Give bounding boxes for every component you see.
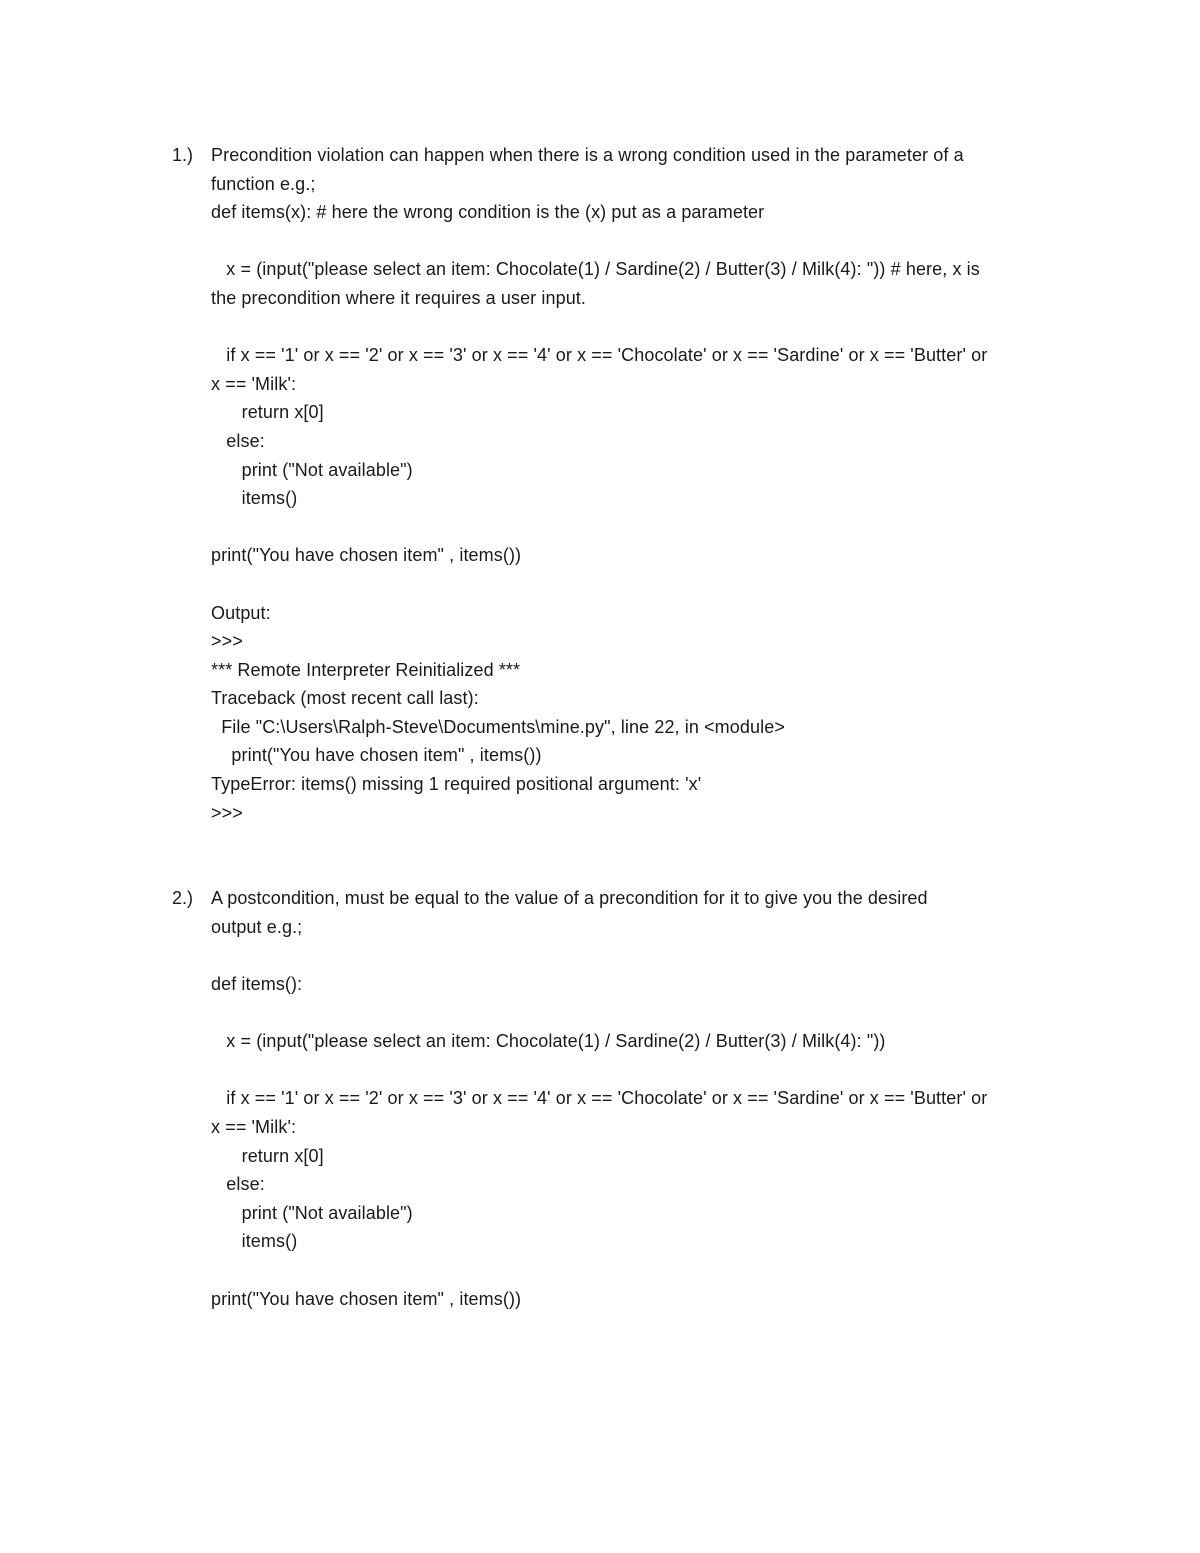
list-marker: 2.) <box>172 888 194 909</box>
text-line: Precondition violation can happen when there is a wrong condition used in the parameter of a <box>211 145 964 165</box>
text-line: function e.g.; <box>211 173 316 194</box>
output-line: >>> <box>211 631 243 652</box>
code-line: return x[0] <box>211 402 324 423</box>
code-line: def items(x): # here the wrong condition is the (x) put as a parameter <box>211 202 765 223</box>
output-line: Traceback (most recent call last): <box>211 688 479 709</box>
blank-line <box>211 227 1061 256</box>
output-line: TypeError: items() missing 1 required positional argument: 'x' <box>211 774 702 795</box>
output-line: >>> <box>211 802 243 823</box>
output-line: File "C:\Users\Ralph-Steve\Documents\mine.py", line 22, in <module> <box>211 716 785 737</box>
output-line: *** Remote Interpreter Reinitialized *** <box>211 659 521 680</box>
output-label: Output: <box>211 602 271 623</box>
code-line: else: <box>211 1174 265 1195</box>
blank-line <box>211 1056 1061 1085</box>
code-line: if x == '1' or x == '2' or x == '3' or x == '4' or x == 'Chocolate' or x == 'Sardine' or x == 'Butter' or <box>211 345 988 366</box>
list-item-body <box>211 884 1061 1313</box>
blank-line <box>211 1256 1061 1285</box>
code-line: x = (input("please select an item: Chocolate(1) / Sardine(2) / Butter(3) / Milk(4): ")) # here, x is <box>211 259 980 280</box>
text-line: output e.g.; <box>211 916 303 937</box>
code-line: print("You have chosen item" , items()) <box>211 545 522 566</box>
code-line: print ("Not available") <box>211 1202 413 1223</box>
blank-line <box>211 513 1061 542</box>
blank-line <box>211 941 1061 970</box>
code-line: x == 'Milk': <box>211 1117 297 1137</box>
code-line: if x == '1' or x == '2' or x == '3' or x == '4' or x == 'Chocolate' or x == 'Sardine' or x == 'Butter' or <box>211 1088 988 1109</box>
code-line: else: <box>211 430 265 451</box>
code-line: x == 'Milk': <box>211 373 297 394</box>
list-item-body <box>211 141 1061 827</box>
text-line: A postcondition, must be equal to the value of a precondition for it to give you the desired <box>211 888 928 909</box>
output-line: print("You have chosen item" , items()) <box>211 745 542 766</box>
code-line: x = (input("please select an item: Chocolate(1) / Sardine(2) / Butter(3) / Milk(4): ")) <box>211 1031 886 1052</box>
blank-line <box>211 570 1061 599</box>
code-line: items() <box>211 1231 298 1252</box>
code-line: the precondition where it requires a user input. <box>211 287 587 308</box>
list-item-2 <box>0 884 1200 1313</box>
code-line: return x[0] <box>211 1145 324 1166</box>
numbered-list <box>0 141 1200 1313</box>
code-line: def items(): <box>211 974 303 995</box>
code-line: print("You have chosen item" , items()) <box>211 1288 522 1309</box>
list-marker: 1.) <box>172 145 194 165</box>
code-line: items() <box>211 488 298 509</box>
blank-line <box>211 313 1061 342</box>
blank-line <box>211 999 1061 1028</box>
code-line: print ("Not available") <box>211 459 413 480</box>
list-item-1 <box>0 141 1200 827</box>
